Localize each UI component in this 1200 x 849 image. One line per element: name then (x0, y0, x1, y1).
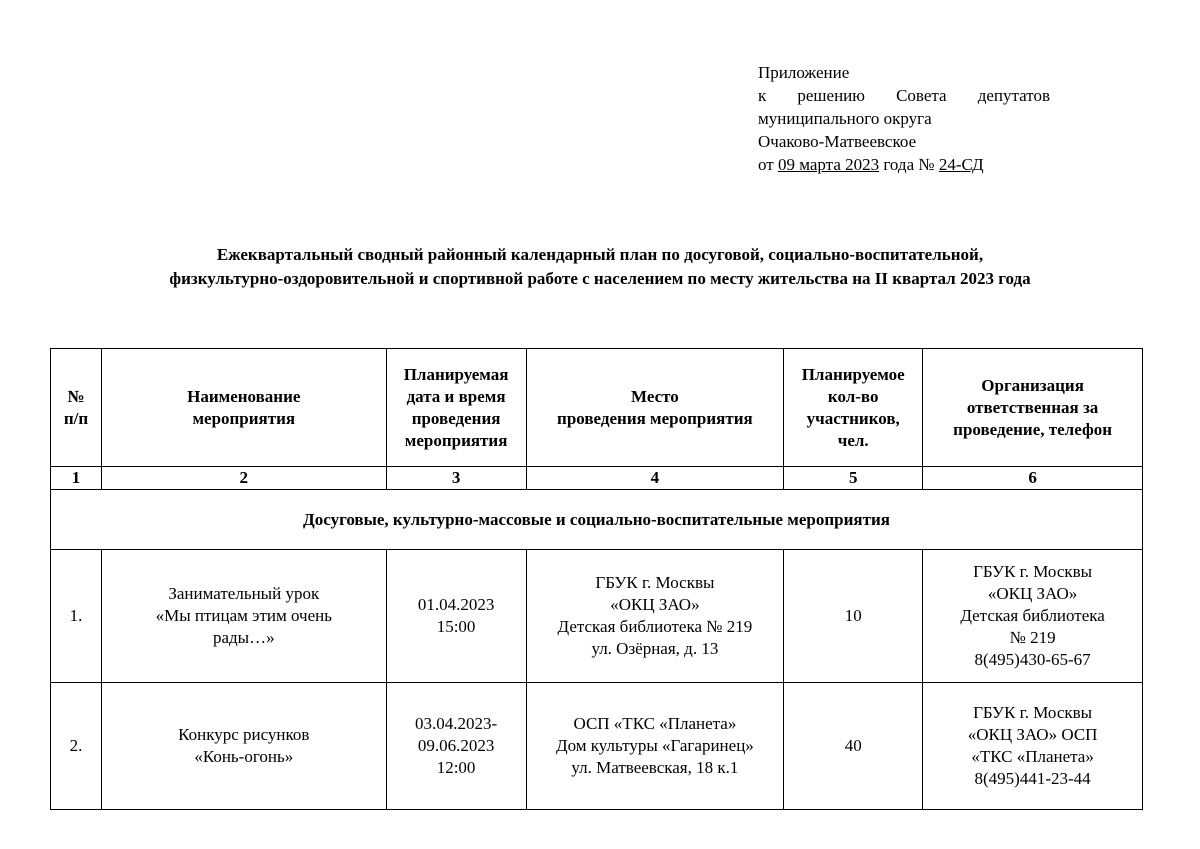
event-participants: 10 (784, 550, 923, 683)
event-date: 03.04.2023- 09.06.2023 12:00 (386, 683, 526, 810)
header-date: Планируемая дата и время проведения мероприятия (386, 349, 526, 467)
appendix-district-line: муниципального округа (758, 109, 932, 128)
appendix-block (758, 61, 1050, 176)
table-row (51, 550, 1143, 683)
appendix-word: решению (797, 86, 865, 105)
appendix-date-mid: года № (879, 155, 939, 174)
column-number: 1 (51, 467, 102, 490)
event-organization: ГБУК г. Москвы «ОКЦ ЗАО» ОСП «ТКС «Планета» 8(495)441-23-44 (923, 683, 1143, 810)
section-row (51, 490, 1143, 550)
plan-table (50, 348, 1143, 810)
column-number: 3 (386, 467, 526, 490)
appendix-date-prefix: от (758, 155, 778, 174)
row-number: 2. (51, 683, 102, 810)
appendix-number: 24-СД (938, 155, 984, 174)
document-title-line-1: Ежеквартальный сводный районный календарный план по досуговой, социально-воспитательной, (216, 245, 984, 264)
appendix-word: депутатов (977, 86, 1050, 105)
section-title: Досуговые, культурно-массовые и социально-воспитательные мероприятия (51, 490, 1143, 550)
event-name: Конкурс рисунков «Конь-огонь» (101, 683, 386, 810)
header-number: № п/п (51, 349, 102, 467)
appendix-date-line (758, 153, 1050, 176)
column-numbers-row (51, 467, 1143, 490)
column-number: 5 (784, 467, 923, 490)
table-row (51, 683, 1143, 810)
appendix-word: Совета (896, 86, 947, 105)
appendix-title: Приложение (758, 63, 850, 82)
appendix-district-name: Очаково-Матвеевское (758, 132, 917, 151)
header-organization: Организация ответственная за проведение, телефон (923, 349, 1143, 467)
document-title-line-2: физкультурно-оздоровительной и спортивной работе с населением по месту жительства на II квартал 2023 года (169, 269, 1031, 288)
appendix-decision-line (758, 84, 1050, 107)
event-date: 01.04.2023 15:00 (386, 550, 526, 683)
event-place: ГБУК г. Москвы «ОКЦ ЗАО» Детская библиотека № 219 ул. Озёрная, д. 13 (526, 550, 784, 683)
event-name: Занимательный урок «Мы птицам этим очень рады…» (101, 550, 386, 683)
event-organization: ГБУК г. Москвы «ОКЦ ЗАО» Детская библиотека № 219 8(495)430-65-67 (923, 550, 1143, 683)
document-title (60, 243, 1140, 291)
header-participants: Планируемое кол-во участников, чел. (784, 349, 923, 467)
appendix-date: 09 марта 2023 (777, 155, 880, 174)
table-header-row (51, 349, 1143, 467)
column-number: 6 (923, 467, 1143, 490)
event-place: ОСП «ТКС «Планета» Дом культуры «Гагаринец» ул. Матвеевская, 18 к.1 (526, 683, 784, 810)
header-place: Место проведения мероприятия (526, 349, 784, 467)
row-number: 1. (51, 550, 102, 683)
column-number: 4 (526, 467, 784, 490)
header-event-name: Наименование мероприятия (101, 349, 386, 467)
column-number: 2 (101, 467, 386, 490)
event-participants: 40 (784, 683, 923, 810)
appendix-word: к (758, 86, 767, 105)
